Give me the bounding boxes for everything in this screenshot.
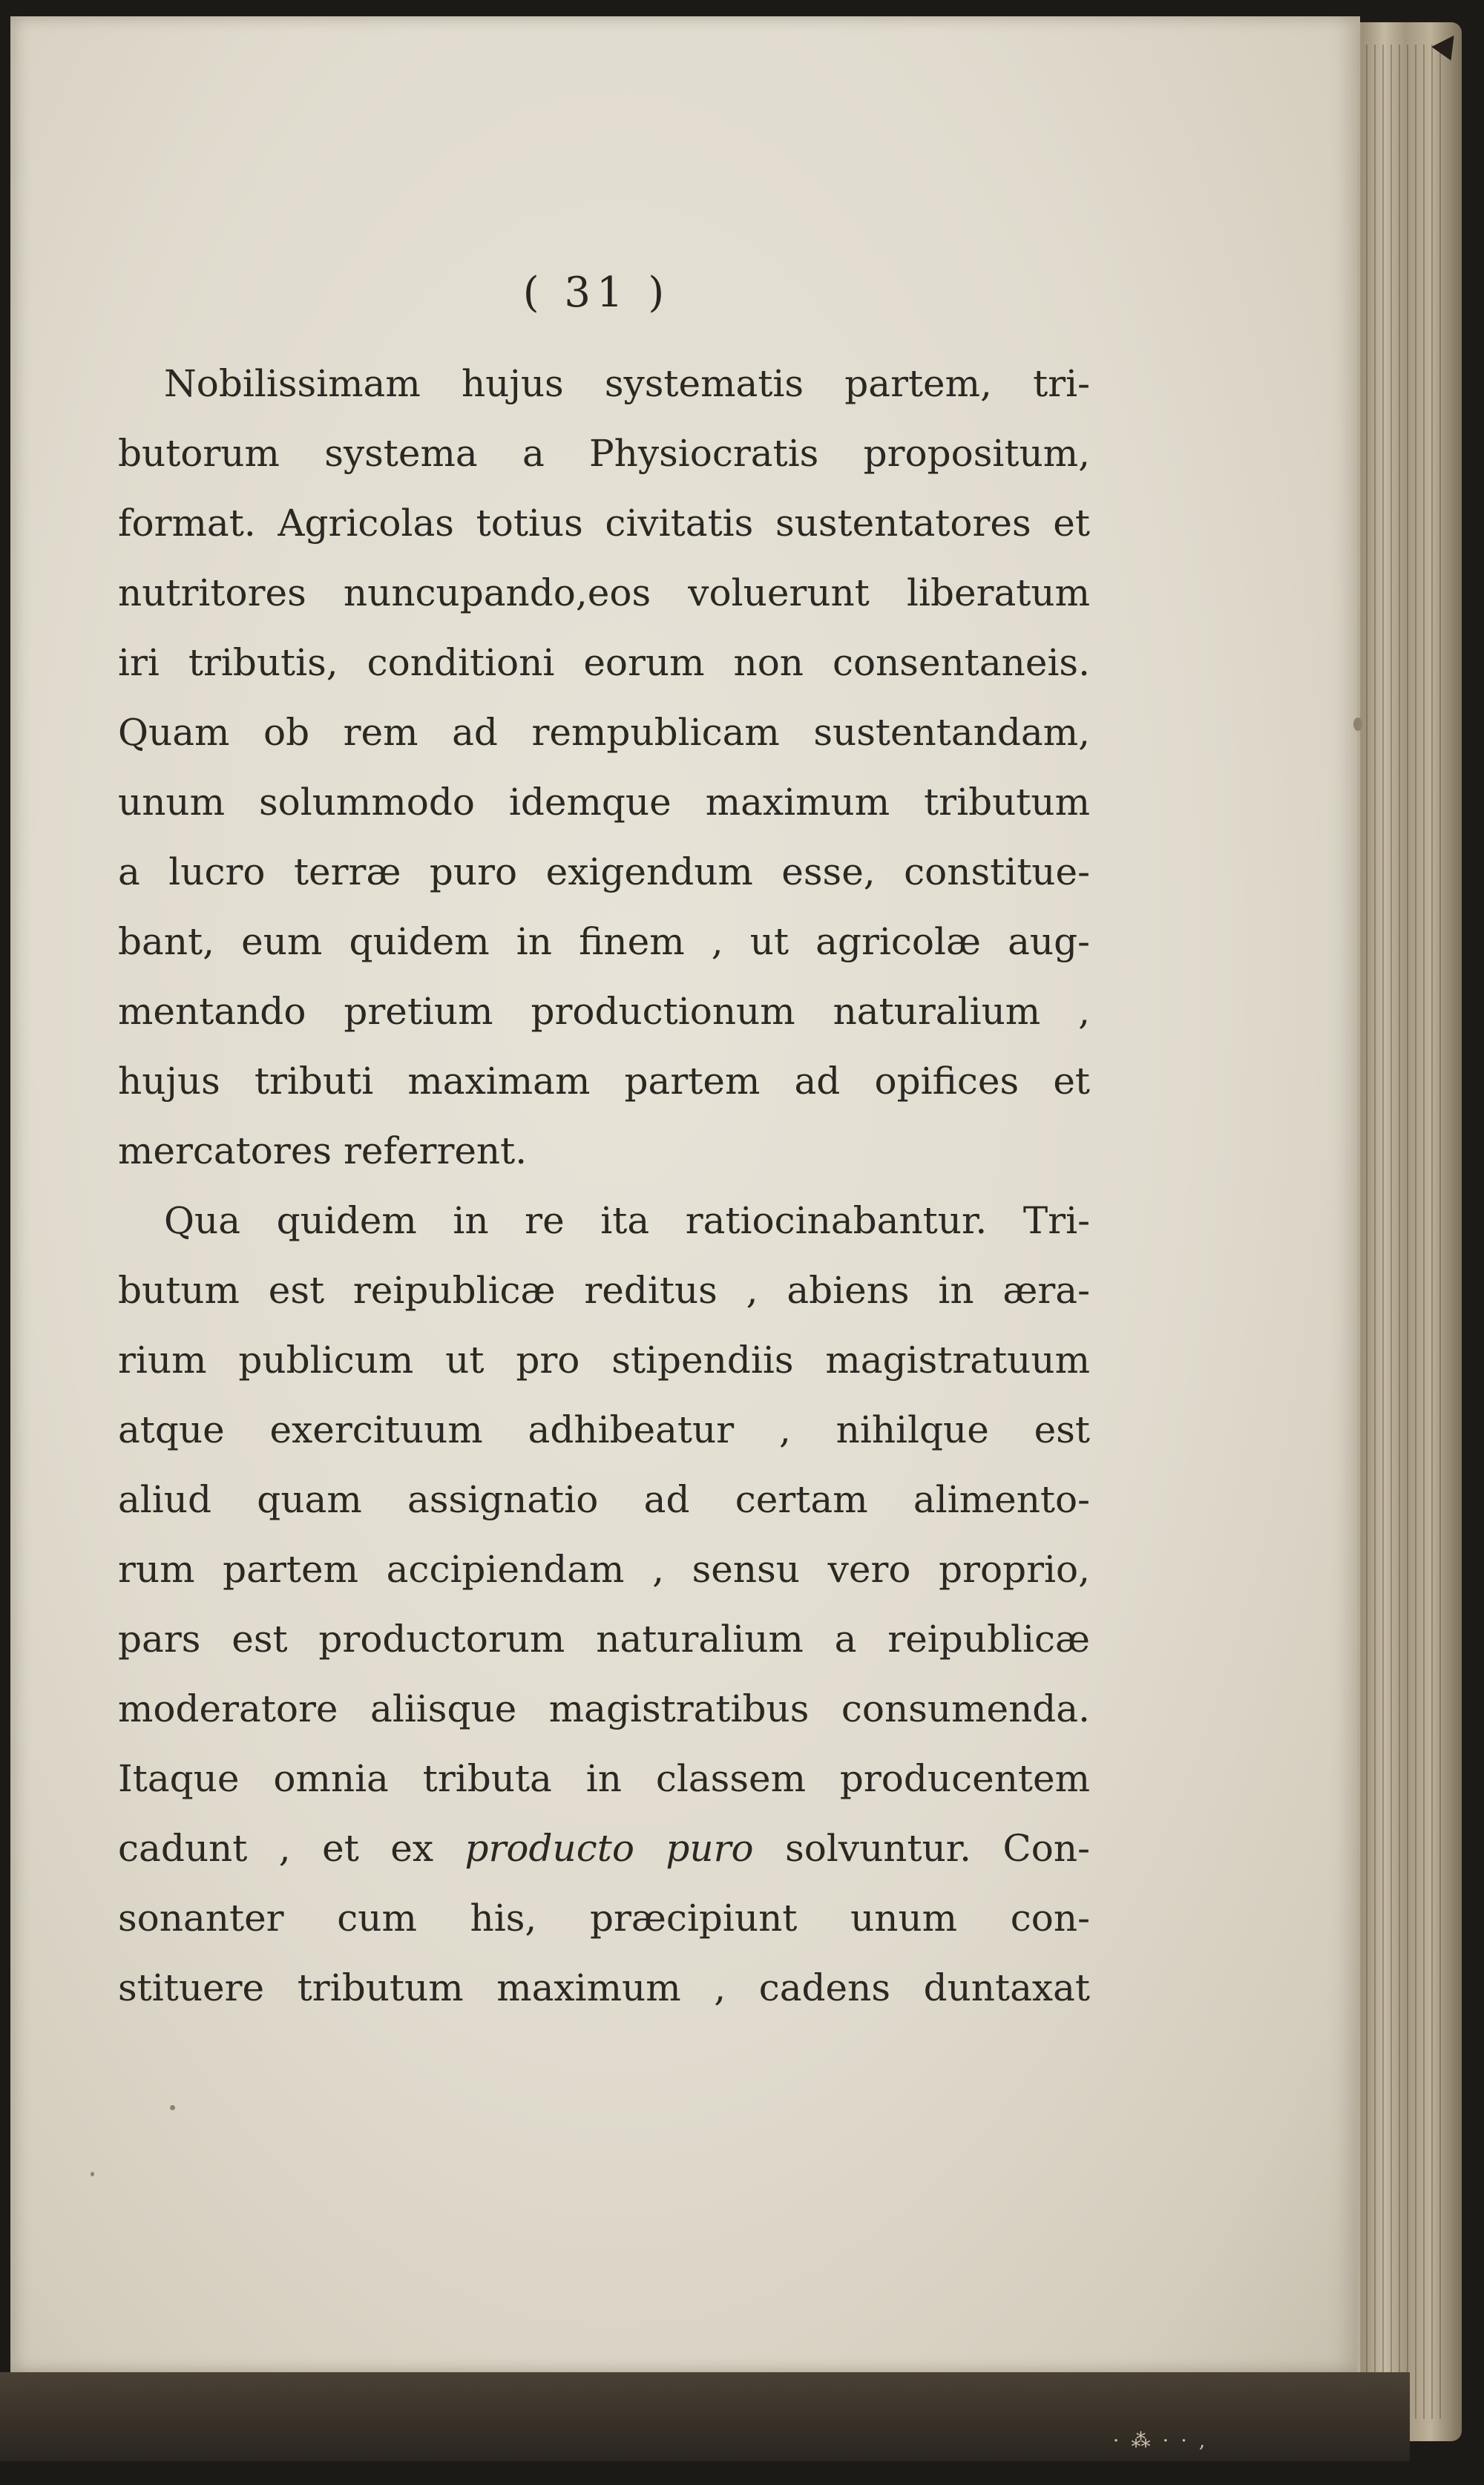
- text-line: bant, eum quidem in finem , ut agricolæ aug-: [118, 920, 1090, 963]
- paper-speck: [170, 2105, 175, 2110]
- text-line: rium publicum ut pro stipendiis magistratuum: [118, 1339, 1090, 1382]
- page-stack-lines: [1358, 45, 1447, 2419]
- text-line: butum est reipublicæ reditus , abiens in æra-: [118, 1269, 1090, 1312]
- text-line: atque exercituum adhibeatur , nihilque est: [118, 1408, 1090, 1451]
- text-line-with-italic: [118, 1813, 1090, 1883]
- text-line: mentando pretium productionum naturalium ,: [118, 990, 1090, 1033]
- italic-phrase: producto puro: [464, 1827, 754, 1870]
- text-line: Itaque omnia tributa in classem producentem: [118, 1757, 1090, 1800]
- text-line: aliud quam assignatio ad certam alimento-: [118, 1478, 1090, 1521]
- text-block: [118, 349, 1090, 2023]
- text-line: butorum systema a Physiocratis propositum,: [118, 432, 1090, 475]
- paper-speck: [1353, 718, 1362, 731]
- text-line: unum solummodo idemque maximum tributum: [118, 781, 1090, 824]
- text-line: nutritores nuncupando,eos voluerunt liberatum: [118, 571, 1090, 614]
- text-line: a lucro terræ puro exigendum esse, constitue-: [118, 850, 1090, 893]
- text-line: Nobilissimam hujus systematis partem, tri-: [164, 362, 1090, 405]
- text-line: format. Agricolas totius civitatis sustentatores et: [118, 502, 1090, 545]
- text-line: pars est productorum naturalium a reipublicæ: [118, 1618, 1090, 1661]
- page-number: ( 31 ): [522, 269, 671, 317]
- text-line: sonanter cum his, præcipiunt unum con-: [118, 1897, 1090, 1940]
- text-line: stituere tributum maximum , cadens duntaxat: [118, 1966, 1090, 2009]
- text-line: rum partem accipiendam , sensu vero proprio,: [118, 1548, 1090, 1591]
- text-line: mercatores referrent.: [118, 1129, 528, 1172]
- text-line: iri tributis, conditioni eorum non consentaneis.: [118, 641, 1090, 684]
- text-line: Qua quidem in re ita ratiocinabantur. Tri-: [164, 1199, 1090, 1242]
- text-line: moderatore aliisque magistratibus consumenda.: [118, 1687, 1090, 1730]
- paper-speck: [91, 2172, 94, 2176]
- text-line: Quam ob rem ad rempublicam sustentandam,: [118, 711, 1090, 754]
- page-paper: [10, 16, 1360, 2372]
- text-segment: cadunt , et ex: [118, 1827, 465, 1870]
- text-line: hujus tributi maximam partem ad opifices et: [118, 1060, 1090, 1103]
- text-segment: solvuntur. Con-: [753, 1827, 1090, 1870]
- bottom-edge-flecks: · ⁂ · · ,: [1113, 2430, 1209, 2452]
